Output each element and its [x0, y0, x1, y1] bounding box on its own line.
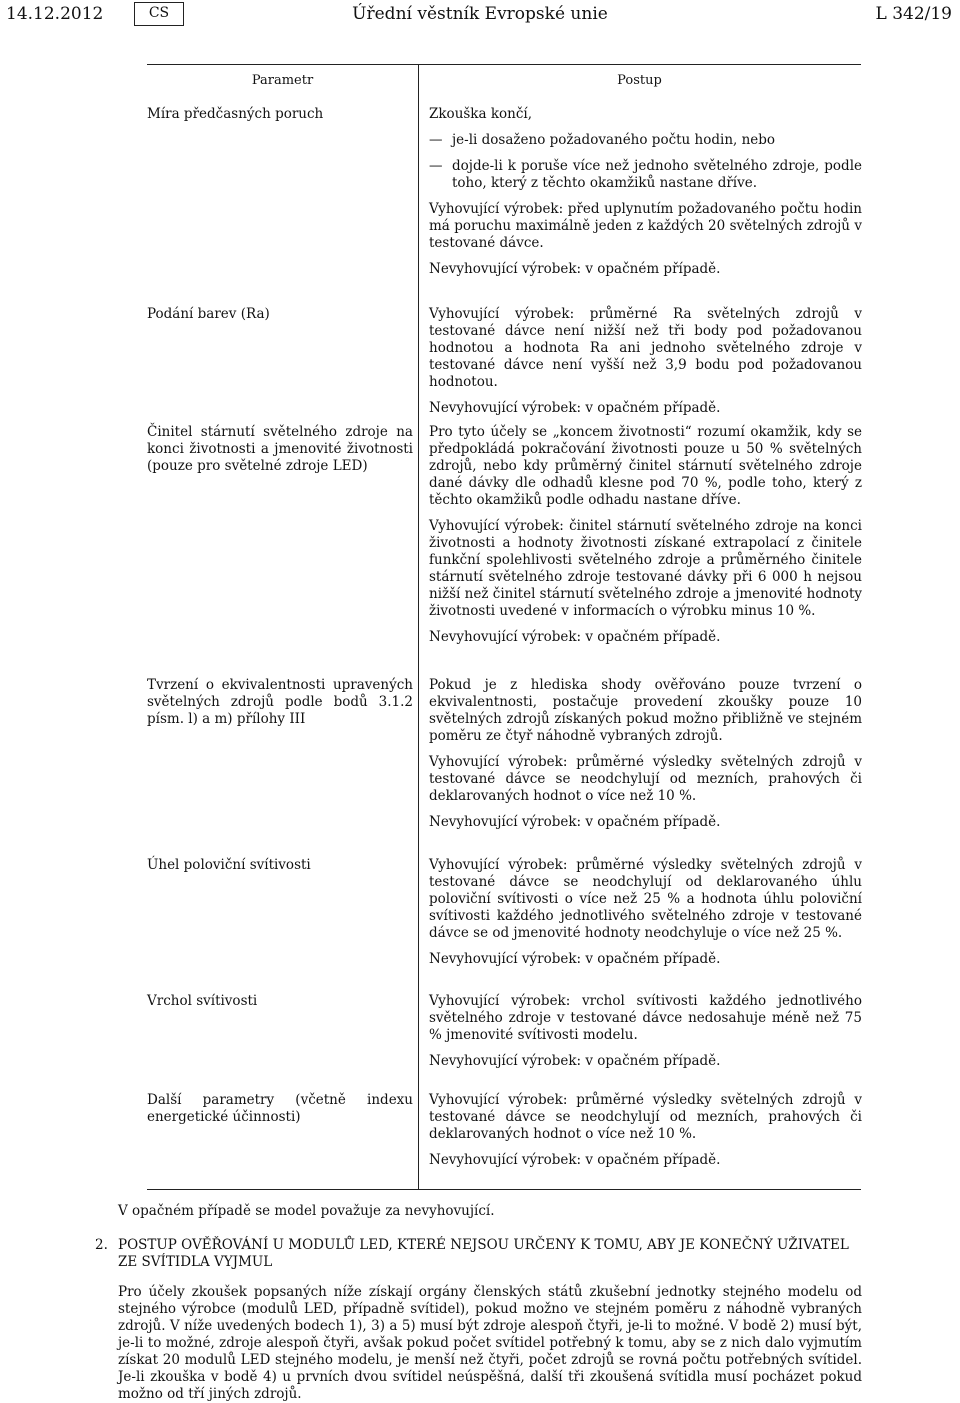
noncompliant-text: Nevyhovující výrobek: v opačném případě. [429, 814, 721, 830]
table-footnote: V opačném případě se model považuje za nevyhovující. [118, 1203, 495, 1219]
definition-text: Pro tyto účely se „koncem životnosti“ rozumí okamžik, kdy se předpokládá pokračování životnosti pouze u 50 % světelných zdrojů, nebo kdy průměrný činitel stárnutí světelného zdroje dané dávky dle odhadů klesne pod 70 %, podle toho, který z těchto okamžiků podle odhadu nastane dříve. [429, 424, 862, 508]
section-heading [95, 1237, 865, 1271]
compliant-text: Vyhovující výrobek: průměrné výsledky světelných zdrojů v testované dávce se neodchylují od deklarovaného úhlu poloviční svítivosti o více než 25 % a hodnota úhlu poloviční svítivosti každého jednotlivého světelného zdroje v testované dávce se od jmenovité hodnoty neodchyluje o více než 25 %. [429, 857, 862, 941]
procedure-intro: Zkouška končí, [429, 106, 533, 122]
compliant-text: Vyhovující výrobek: vrchol svítivosti každého jednotlivého světelného zdroje v testované dávce nedosahuje méně než 75 % jmenovité svítivosti modelu. [429, 993, 862, 1043]
noncompliant-text: Nevyhovující výrobek: v opačném případě. [429, 1152, 721, 1168]
noncompliant-text: Nevyhovující výrobek: v opačném případě. [429, 261, 721, 277]
noncompliant-text: Nevyhovující výrobek: v opačném případě. [429, 951, 721, 967]
param-beam-angle: Úhel poloviční svítivosti [147, 857, 311, 873]
compliant-text: Vyhovující výrobek: průměrné výsledky světelných zdrojů v testované dávce se neodchylují od mezních, prahových či deklarovaných hodnot o více než 10 %. [429, 754, 862, 804]
procedure-colour-rendering [429, 306, 862, 426]
section-title: POSTUP OVĚŘOVÁNÍ U MODULŮ LED, KTERÉ NEJSOU URČENY K TOMU, ABY JE KONEČNÝ UŽIVATEL ZE SVÍTIDLA VYJMUL [118, 1237, 849, 1270]
param-lumen-maintenance: Činitel stárnutí světelného zdroje na konci životnosti a jmenovité životnosti (pouze pro světelné zdroje LED) [147, 424, 413, 474]
journal-header [0, 0, 960, 40]
noncompliant-text: Nevyhovující výrobek: v opačném případě. [429, 400, 721, 416]
procedure-other-parameters [429, 1092, 862, 1178]
param-equivalence-claims: Tvrzení o ekvivalentnosti upravených světelných zdrojů podle bodů 3.1.2 písm. l) a m) přílohy III [147, 677, 413, 727]
compliant-text: Vyhovující výrobek: před uplynutím požadovaného počtu hodin má poruchu maximálně jeden z každých 20 světelných zdrojů v testované dávce. [429, 201, 862, 251]
procedure-peak-intensity [429, 993, 862, 1079]
compliant-text: Vyhovující výrobek: průměrné výsledky světelných zdrojů v testované dávce se neodchylují od mezních, prahových či deklarovaných hodnot o více než 10 %. [429, 1092, 862, 1142]
noncompliant-text: Nevyhovující výrobek: v opačném případě. [429, 1053, 721, 1069]
section-number: 2. [95, 1237, 108, 1253]
procedure-lumen-maintenance [429, 424, 862, 655]
param-colour-rendering: Podání barev (Ra) [147, 306, 270, 322]
noncompliant-text: Nevyhovující výrobek: v opačném případě. [429, 629, 721, 645]
dash-item: — je-li dosaženo požadovaného počtu hodin, nebo [429, 132, 776, 148]
column-header-parameter: Parametr [251, 73, 314, 88]
procedure-early-failure [429, 106, 862, 287]
procedure-beam-angle [429, 857, 862, 977]
publication-date: 14.12.2012 [6, 4, 104, 24]
param-other-parameters: Další parametry (včetně indexu energetické účinnosti) [147, 1092, 413, 1125]
param-early-failure: Míra předčasných poruch [147, 106, 324, 122]
table-bottom-rule [147, 1189, 861, 1190]
compliant-text: Vyhovující výrobek: průměrné Ra světelných zdrojů v testované dávce není nižší než tři body pod požadovanou hodnotou a hodnota Ra ani jednoho světelného zdroje v testované dávce není vyšší než 3,9 bodu pod požadovanou hodnotou. [429, 306, 862, 390]
sample-text: Pokud je z hlediska shody ověřováno pouze tvrzení o ekvivalentnosti, postačuje provedení zkoušky pouze 10 světelných zdrojů získaných pokud možno přibližně ve stejném poměru ze čtyř náhodně vybraných zdrojů. [429, 677, 862, 744]
column-divider [418, 64, 419, 1189]
body-paragraph: Pro účely zkoušek popsaných níže získají orgány členských států zkušební jednotky stejného modelu od stejného výrobce (modulů LED, případně svítidel), pokud možno ve stejném poměru z náhodně vybraných zdrojů. V níže uvedených bodech 1), 3) a 5) musí být zdroje alespoň čtyři, je-li to možné. V bodě 2) musí být, je-li to možné, zdroje alespoň čtyři, avšak pokud počet svítidel potřebný k tomu, aby se z nich dalo vyjmutím získat 20 modulů LED stejného modelu, je menší než čtyři, počet zdrojů se rovná počtu potřebných svítidel. Je-li zkouška v bodě 4) u prvních dvou svítidel neúspěšná, další tři zkoušená svítidla musí pocházet pokud možno od tří jiných zdrojů. [118, 1284, 862, 1402]
compliant-text: Vyhovující výrobek: činitel stárnutí světelného zdroje na konci životnosti a hodnoty životnosti získané extrapolací z činitele funkční spolehlivosti světelného zdroje a průměrného činitele stárnutí světelného zdroje testované dávky při 6 000 h nejsou nižší než činitel stárnutí světelného zdroje a jmenovité hodnoty životnosti uvedené v informacích o výrobku minus 10 %. [429, 518, 862, 619]
procedure-equivalence-claims [429, 677, 862, 840]
param-peak-intensity: Vrchol svítivosti [147, 993, 258, 1009]
table-top-rule [147, 64, 861, 65]
journal-title: Úřední věstník Evropské unie [352, 4, 608, 24]
language-badge: CS [134, 2, 184, 26]
page-number: L 342/19 [875, 4, 952, 24]
dash-item: — dojde-li k poruše více než jednoho světelného zdroje, podle toho, který z těchto okamžiků nastane dříve. [429, 158, 862, 191]
column-header-procedure: Postup [617, 73, 662, 88]
